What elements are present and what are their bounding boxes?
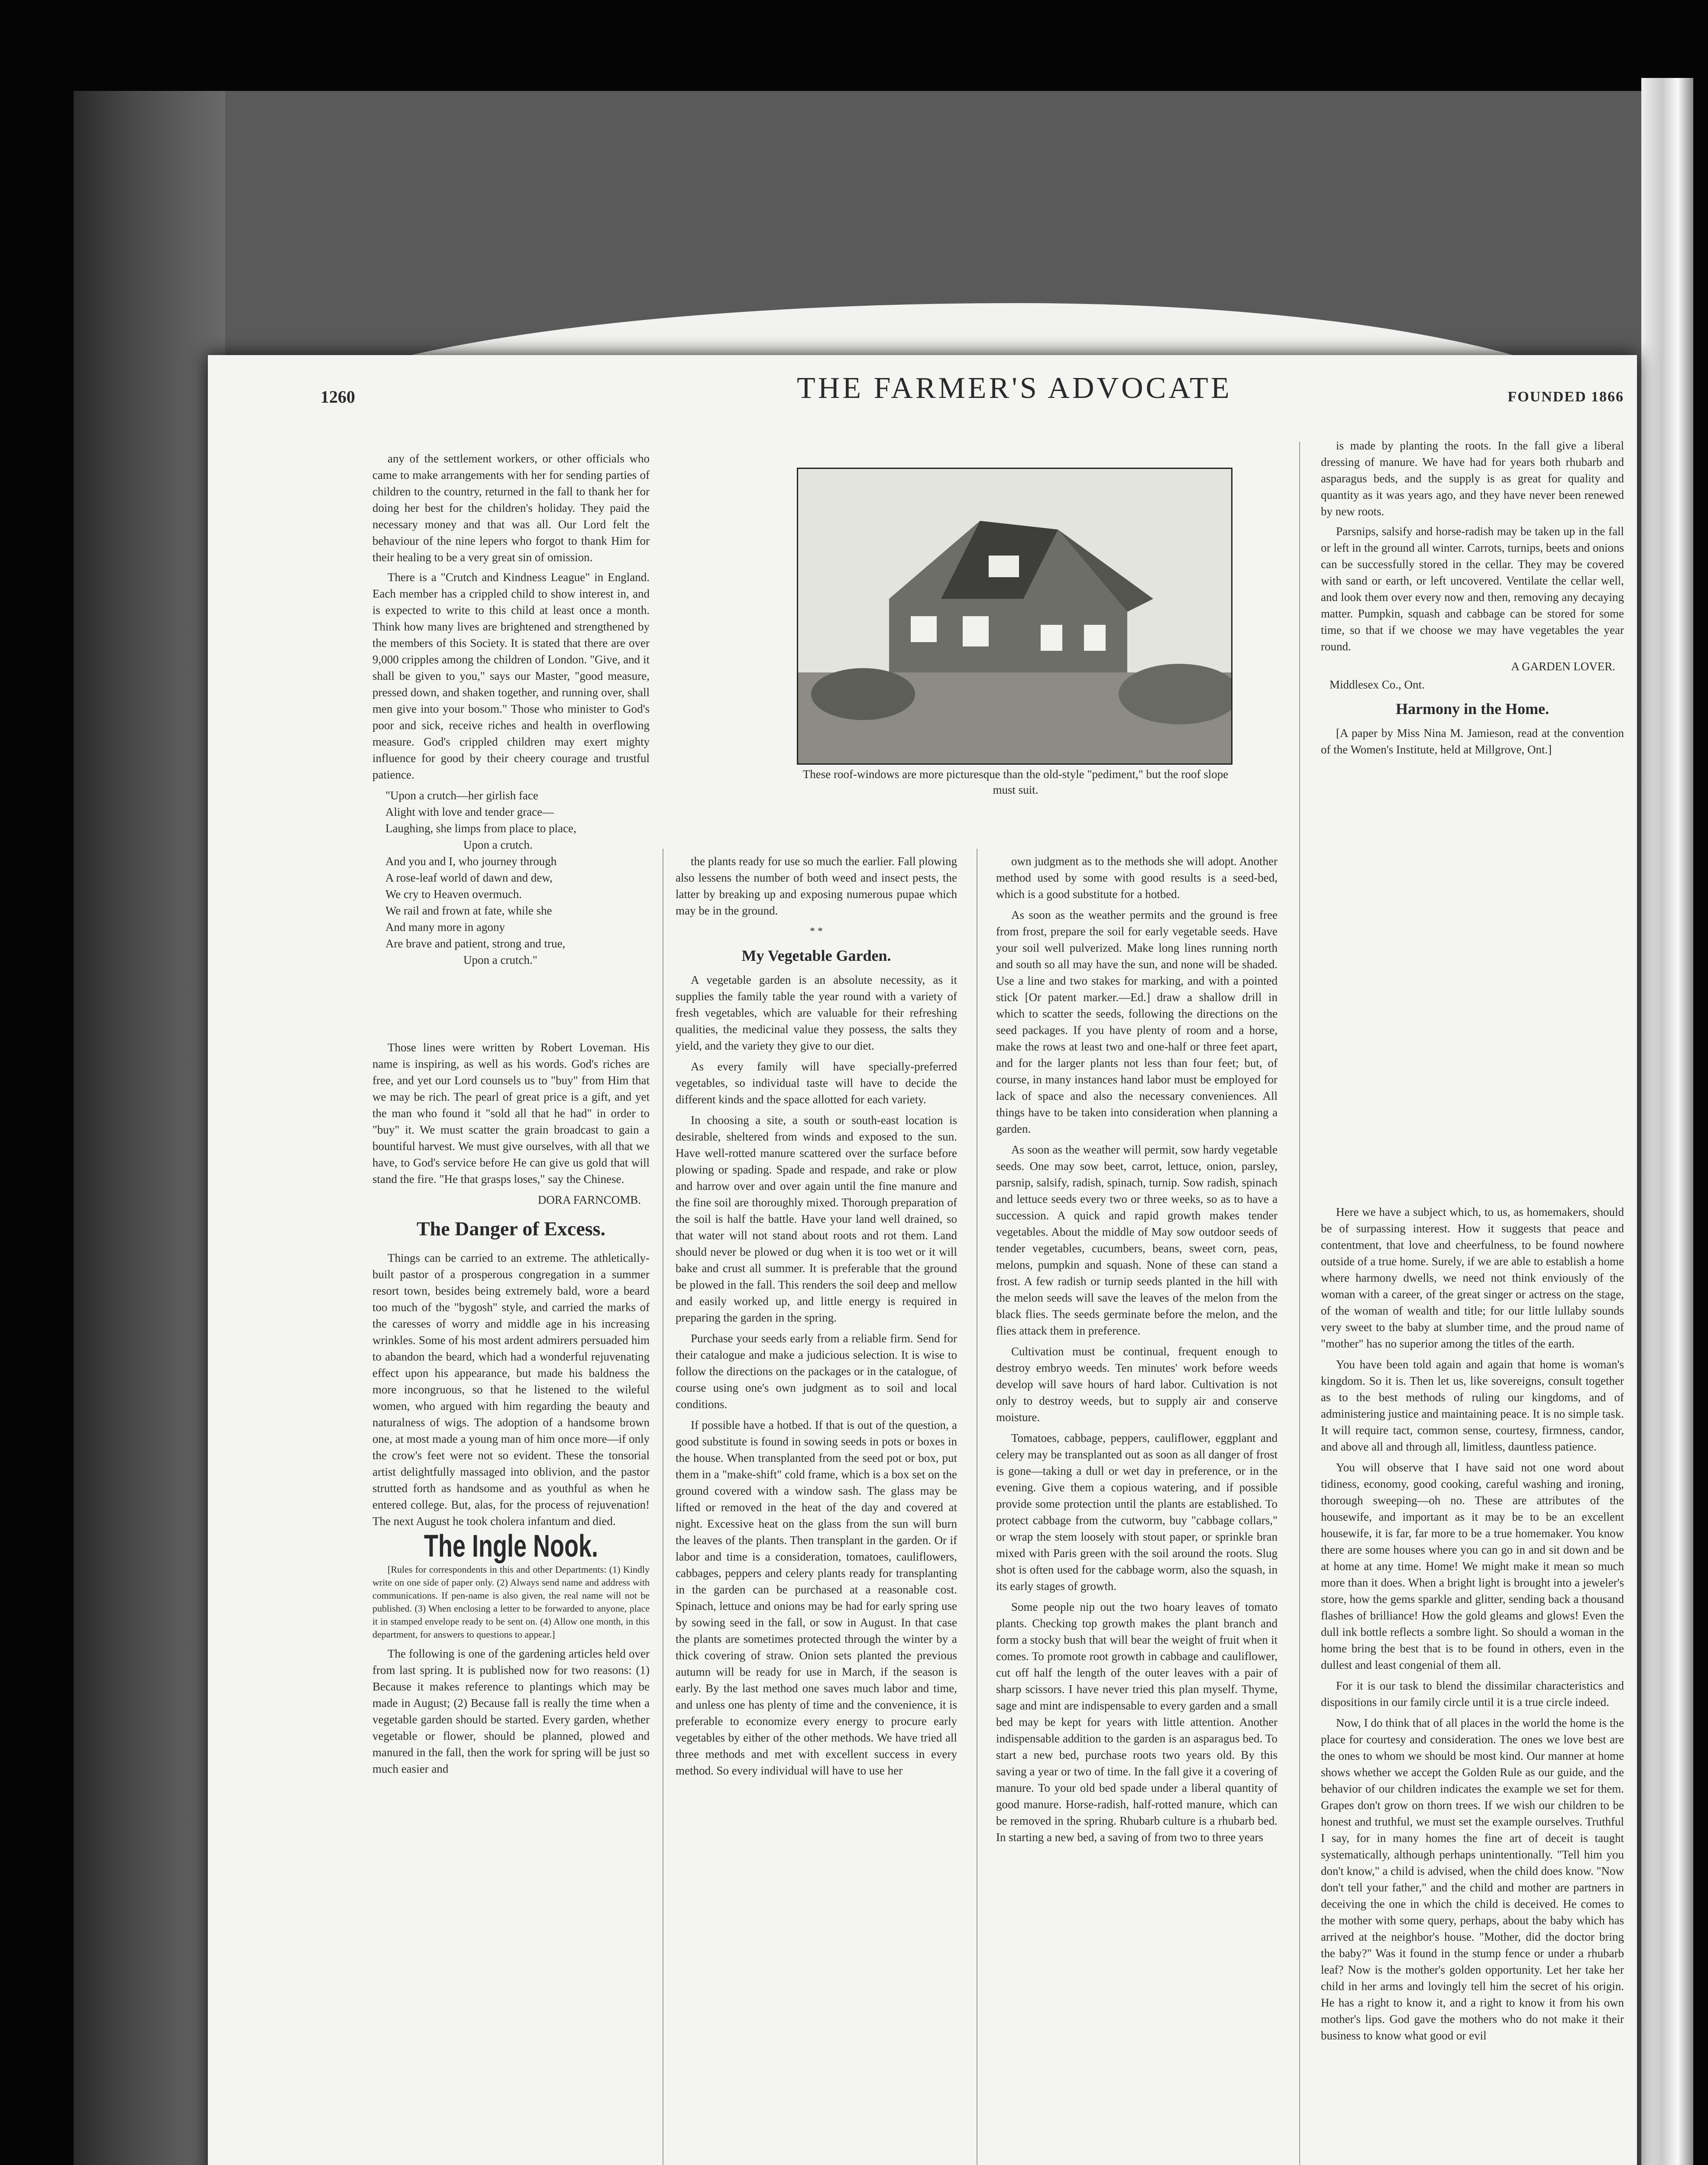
paragraph: the plants ready for use so much the earlier. Fall plowing also lessens the number of both weed and insect pests, the latter by breaking up and exposing numerous pupae which may be in the ground. bbox=[676, 855, 957, 917]
rules-note: [Rules for correspondents in this and other Departments: (1) Kindly write on one side of paper only. (2) Always send name and address with communications. If pen-name is also given, the real name will not be published. (3) When enclosing a letter to be forwarded to anyone, place it in stamped envelope ready to be sent on. (4) Allow one month, in this department, for answers to questions to appear.] bbox=[372, 1564, 650, 1640]
paragraph: If possible have a hotbed. If that is out of the question, a good substitute is found in sowing seeds in pots or boxes in the house. When transplanted from the seed pot or box, put them in a "make-shift" cold frame, which is a box set on the ground covered with a window sash. The glass may be lifted or removed in the heat of the day and covered at night. Excessive heat on the glass from the sun will burn the leaves of the plants. Then transplant in the garden. Or if labor and time is a consideration, tomatoes, cauliflowers, cabbages, peppers and celery plants ready for transplanting in the garden can be purchased at a reasonable cost. Spinach, lettuce and onions may be had for early spring use by sowing seed in the fall, or sow in August. In that case the plants are sometimes protected through the winter by a thick covering of straw. Onion sets planted the previous autumn will be ready for use in March, if the season is early. By the last method one saves much labor and time, and unless one has plenty of time and the convenience, it is preferable to economize every energy to procure early vegetables by either of the other methods. We have tried all three methods and met with excellent success in every method. So every individual will have to use her bbox=[676, 1419, 957, 1777]
poem-line: And many more in agony bbox=[385, 921, 505, 934]
paragraph: Purchase your seeds early from a reliable firm. Send for their catalogue and make a judicious selection. It is wise to follow the directions on the packages or in the catalogue, of course using one's own judgment as to soil and local conditions. bbox=[676, 1332, 957, 1411]
column-4 bbox=[1321, 437, 1624, 1199]
masthead: THE FARMER'S ADVOCATE bbox=[797, 372, 1232, 405]
page-edge-stack bbox=[1641, 78, 1693, 2165]
poem-line: Laughing, she limps from place to place, bbox=[385, 822, 576, 835]
photo-caption: These roof-windows are more picturesque than the old-style "pediment," but the roof slope must suit. bbox=[802, 768, 1229, 796]
house-photo bbox=[797, 468, 1232, 765]
section-title: The Ingle Nook. bbox=[424, 1529, 598, 1564]
poem-line: We rail and frown at fate, while she bbox=[385, 904, 552, 917]
paragraph: Cultivation must be continual, frequent enough to destroy embryo weeds. Ten minutes' work before weeds develop will save hours of hard labor. Cultivation is not only to destroy weeds, but to supply air and conserve moisture. bbox=[996, 1345, 1278, 1424]
poem-line: And you and I, who journey through bbox=[385, 855, 557, 868]
paragraph: As soon as the weather will permit, sow hardy vegetable seeds. One may sow beet, carrot, lettuce, onion, parsley, parsnip, salsify, radish, spinach, turnip. Sow radish, spinach and lettuce seeds every two or three weeks, so as to have a succession. A quick and rapid growth makes tender vegetables. About the middle of May sow outdoor seeds of tender vegetables, cucumbers, beans, sweet corn, peas, melons, pumpkin and squash. None of these can stand a frost. A few radish or turnip seeds planted in the hill with the melon seeds will save the leaves of the melon from the black flies. The seeds germinate before the melon, and the flies attack them in preference. bbox=[996, 1143, 1278, 1337]
column-4-lower bbox=[1321, 1204, 1624, 2165]
article-title: Harmony in the Home. bbox=[1396, 700, 1549, 717]
divider-stars: * * bbox=[810, 926, 823, 937]
paragraph: Parsnips, salsify and horse-radish may be taken up in the fall or left in the ground all winter. Carrots, turnips, beets and onions can be successfully stored in the cellar. They may be covered with sand or earth, or left uncovered. Ventilate the cellar well, and look them over every now and then, removing any decaying matter. Pumpkin, squash and cabbage can be stored for some time, so that if we choose we may have vegetables the year round. bbox=[1321, 525, 1624, 653]
paragraph: There is a "Crutch and Kindness League" in England. Each member has a crippled child to show interest in, and is expected to write to this child at least once a month. Think how many lives are brightened and strengthened by the members of this Society. It is stated that there are over 9,000 cripples among the children of London. "Give, and it shall be given to you," says our Master, "good measure, pressed down, and shaken together, and running over, shall men give into your bosom." Those who minister to God's poor and sick, receive riches and health in overflowing measure. God's crippled children may exert mighty influence for good by their cheery courage and trustful patience. bbox=[372, 571, 650, 781]
poem-line: Alight with love and tender grace— bbox=[385, 805, 554, 818]
paragraph: In choosing a site, a south or south-east location is desirable, sheltered from winds and exposed to the sun. Have well-rotted manure scattered over the surface before plowing or spading. Spade and respade, and rake or plow and harrow over and over again until the fine manure and the fine soil are thoroughly mixed. Thorough preparation of the soil is half the battle. Have your land well drained, so that water will not stand about roots and rot them. Land should never be plowed or dug when it is too wet or it will bake and crust all summer. It is preferable that the ground be plowed in the fall. This renders the soil deep and mellow and easily worked up, and little energy is required in preparing the garden in the spring. bbox=[676, 1114, 957, 1324]
paragraph: own judgment as to the methods she will adopt. Another method used by some with good results is a seed-bed, which is a good substitute for a hotbed. bbox=[996, 855, 1278, 901]
signature: DORA FARNCOMB. bbox=[537, 1193, 641, 1206]
poem-line: Upon a crutch. bbox=[463, 838, 533, 851]
article-title: My Vegetable Garden. bbox=[741, 947, 891, 964]
signature: A GARDEN LOVER. bbox=[1511, 660, 1615, 673]
house-illustration bbox=[798, 469, 1231, 763]
page-header bbox=[225, 372, 1628, 410]
column-3 bbox=[996, 853, 1278, 2165]
paragraph: Some people nip out the two hoary leaves of tomato plants. Checking top growth makes the plant branch and form a stocky bush that will bear the weight of fruit when it comes. To promote root growth in cabbage and cauliflower, cut off half the length of the outer leaves with a pair of sharp scissors. I have never tried this plan myself. Thyme, sage and mint are indispensable to every garden and a small bed may be kept for years with little attention. Another indispensable addition to the garden is an asparagus bed. To start a new bed, purchase roots two years old. By this saving a year or two of time. In the fall give it a covering of manure. To your old bed spade under a liberal quantity of good manure. Horse-radish, half-rotted manure, which can be removed in the spring. Rhubarb culture is a rhubarb bed. In starting a new bed, a saving of from two to three years bbox=[996, 1600, 1278, 1844]
page-content bbox=[225, 372, 1628, 2165]
paragraph: any of the settlement workers, or other officials who came to make arrangements with her for sending parties of children to the country, returned in the fall to thank her for doing her best for the children's holiday. They paid the necessary money and that was all. Our Lord felt the behaviour of the nine lepers who forgot to thank Him for their healing to be a very great sin of omission. bbox=[372, 452, 650, 564]
poem bbox=[385, 787, 650, 968]
paragraph: The following is one of the gardening articles held over from last spring. It is published now for two reasons: (1) Because it makes reference to plantings which may be made in August; (2) Because fall is really the time when a vegetable garden should be started. Every garden, whether vegetable or flower, should be planned, plowed and manured in the fall, then the work for spring will be just so much easier and bbox=[372, 1647, 650, 1775]
founded-line: FOUNDED 1866 bbox=[1507, 389, 1624, 405]
paragraph: You will observe that I have said not one word about tidiness, economy, good cooking, careful washing and ironing, thorough sweeping—oh no. These are attributes of the housewife, and important as it may be to be an excellent housewife, it is far, far more to be a true homemaker. You know there are some houses where you can go in and sit down and be at home at any time. Home! We might make it mean so much more than it does. When a bright light is brought into a jeweler's store, how the gems sparkle and glitter, sending back a thousand flashes of brilliance! How the gold gleams and glows! Even the dull ink bottle reflects a sombre light. So should a woman in the home bring the best that is to be found in others, even in the dullest and least congenial of them all. bbox=[1321, 1461, 1624, 1671]
paragraph: A vegetable garden is an absolute necessity, as it supplies the family table the year round with a variety of fresh vegetables, which are valuable for their refreshing qualities, the medicinal value they possess, the salts they yield, and the variety they give to our diet. bbox=[676, 973, 957, 1052]
poem-line: Are brave and patient, strong and true, bbox=[385, 937, 566, 950]
paragraph: Here we have a subject which, to us, as homemakers, should be of surpassing interest. How it suggests that peace and contentment, that love and cheerfulness, to be found nowhere outside of a true home. Surely, if we are able to establish a home where harmony dwells, we need not think enviously of the woman with a career, of the great singer or actress on the stage, of the woman of wealth and title; for our little lullaby sounds very sweet to the baby at slumber time, and the proud name of "mother" has no superior among the titles of the earth. bbox=[1321, 1205, 1624, 1350]
signature-place: Middlesex Co., Ont. bbox=[1330, 678, 1425, 691]
book-spine bbox=[74, 91, 225, 2165]
paragraph: Tomatoes, cabbage, peppers, cauliflower, eggplant and celery may be transplanted out as soon as all danger of frost is gone—taking a dull or wet day in preference, or in the evening. Give them a copious watering, and if possible provide some protection until the plants are established. To protect cabbage from the cutworm, buy "cabbage collars," or wrap the stem loosely with stout paper, or sprinkle bran mixed with Paris green with the soil around the roots. Slug shot is often used for the cabbage worm, also the squash, in its early stages of growth. bbox=[996, 1431, 1278, 1593]
column-1-lower bbox=[372, 1039, 650, 2165]
paragraph: Those lines were written by Robert Loveman. His name is inspiring, as well as his words. God's riches are free, and yet our Lord counsels us to "buy" from Him that we may be rich. The pearl of great price is a gift, and yet the man who found it "sold all that he had" in order to "buy" it. We must scatter the grain broadcast to gain a bountiful harvest. We must give ourselves, with all that we have, to God's service before He can give us gold that will stand the fire. "He that grasps loses," say the Chinese. bbox=[372, 1041, 650, 1186]
column-rule bbox=[1299, 442, 1300, 2165]
poem-line: Upon a crutch." bbox=[463, 953, 537, 966]
paragraph: is made by planting the roots. In the fall give a liberal dressing of manure. We have had for years both rhubarb and asparagus beds, and the supply is as great for quality and quantity as it was years ago, and they have never been renewed by new roots. bbox=[1321, 439, 1624, 518]
poem-line: We cry to Heaven overmuch. bbox=[385, 888, 522, 901]
article-title: The Danger of Excess. bbox=[416, 1218, 606, 1240]
paragraph: Things can be carried to an extreme. The athletically-built pastor of a prosperous congregation in a summer resort town, besides being extremely bald, wore a beard too much of the "bygosh" style, and carried the marks of the caresses of worry and middle age in his increasing wrinkles. Some of his most ardent admirers persuaded him to abandon the beard, which had a wonderful rejuvenating effect upon his appearance, but made his baldness the more incongruous, so that he listened to the wileful women, who argued with him regarding the beauty and naturalness of wigs. The adoption of a handsome brown one, at most made a young man of him once more—if only the crow's feet were not so evident. These the tonsorial artist delightfully massaged into oblivion, and the pastor strutted forth as handsome and as youthful as when he entered college. But, alas, for the process of rejuvenation! The next August he took cholera infantum and died. bbox=[372, 1251, 650, 1528]
poem-line: "Upon a crutch—her girlish face bbox=[385, 789, 538, 802]
page-number: 1260 bbox=[320, 387, 355, 407]
paragraph: You have been told again and again that home is woman's kingdom. So it is. Then let us, like sovereigns, consult together as to the best methods of ruling our kingdoms, and of administering justice and maintaining peace. It is no simple task. It will require tact, common sense, courtesy, firmness, candor, and above all and through all, limitless, dauntless patience. bbox=[1321, 1358, 1624, 1453]
paragraph: As every family will have specially-preferred vegetables, so individual taste will have to decide the different kinds and the space allotted for each variety. bbox=[676, 1060, 957, 1106]
paragraph: For it is our task to blend the dissimilar characteristics and dispositions in our family circle until it is a true circle indeed. bbox=[1321, 1679, 1624, 1709]
poem-line: A rose-leaf world of dawn and dew, bbox=[385, 871, 553, 884]
column-2 bbox=[676, 853, 957, 2165]
paragraph: [A paper by Miss Nina M. Jamieson, read at the convention of the Women's Institute, held at Millgrove, Ont.] bbox=[1321, 727, 1624, 756]
paragraph: Now, I do think that of all places in the world the home is the place for courtesy and consideration. The ones we love best are the ones to whom we should be most kind. Our manner at home shows whether we accept the Golden Rule as our guide, and the behavior of our children indicates the example we set for them. Grapes don't grow on thorn trees. If we wish our children to be honest and truthful, we must set the example ourselves. Truthful I say, for in many homes the fine art of deceit is taught systematically, although perhaps unintentionally. "Tell him you don't know," a child is advised, when the child does know. "Now don't tell your father," and the child and mother are partners in deceiving the one in which the child is deceived. He comes to the mother with some query, perhaps, about the baby which has arrived at the neighbor's house. "Mother, did the doctor bring the baby?" Was it found in the stump fence or under a rhubarb leaf? Now is the mother's golden opportunity. Let her take her child in her arms and lovingly tell him the secret of his origin. He has a right to know it, and a right to know it from his own mother's lips. God gave the mothers who do not make it their business to know what good or evil bbox=[1321, 1716, 1624, 2042]
paragraph: As soon as the weather permits and the ground is free from frost, prepare the soil for early vegetable seeds. Have your soil well pulverized. Make long lines running north and south so all may have the sun, and none will be shaded. Use a line and two stakes for marking, and with a pointed stick [Or patent marker.—Ed.] draw a shallow drill in which to scatter the seeds, following the directions on the seed packages. If you have plenty of room and a horse, make the rows at least two and one-half or three feet apart, and for the larger plants not less than four feet; but, of course, in many instances hand labor must be employed for lack of space and also the necessary conveniences. All things have to be taken into consideration when planning a garden. bbox=[996, 908, 1278, 1135]
